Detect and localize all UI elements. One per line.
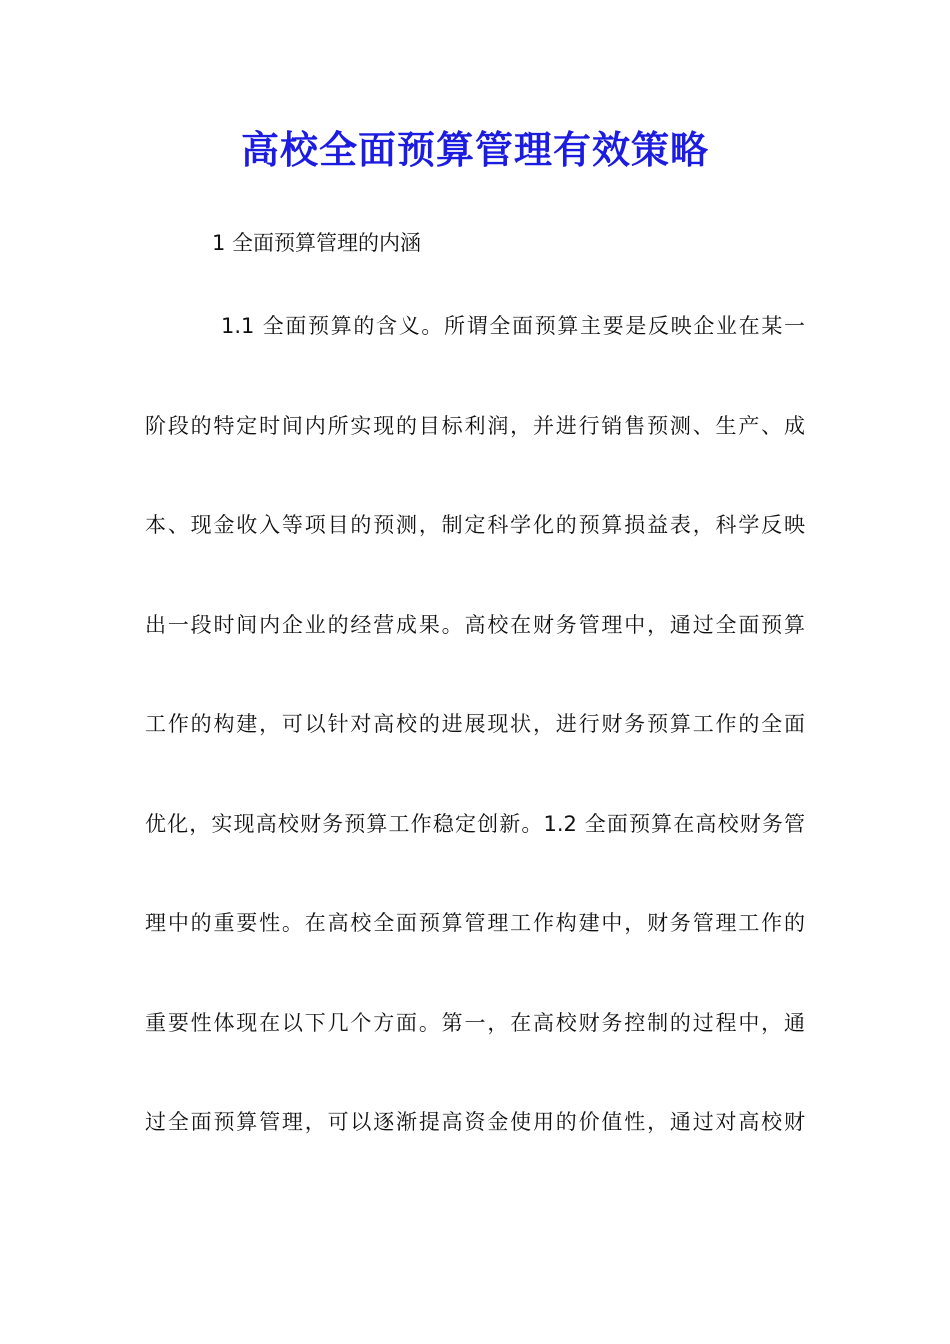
paragraph-line: 工作的构建，可以针对高校的进展现状，进行财务预算工作的全面	[145, 712, 805, 736]
paragraph-line: 本、现金收入等项目的预测，制定科学化的预算损益表，科学反映	[145, 513, 805, 537]
paragraph-line: 阶段的特定时间内所实现的目标利润，并进行销售预测、生产、成	[145, 413, 805, 438]
paragraph-line: 理中的重要性。在高校全面预算管理工作构建中，财务管理工作的	[145, 911, 805, 935]
document-title: 高校全面预算管理有效策略	[240, 127, 709, 172]
paragraph-line: 过全面预算管理，可以逐渐提高资金使用的价值性，通过对高校财	[145, 1110, 805, 1134]
paragraph-line: 重要性体现在以下几个方面。第一，在高校财务控制的过程中，通	[145, 1010, 805, 1035]
paragraph-line: 1.1 全面预算的含义。所谓全面预算主要是反映企业在某一	[221, 314, 805, 338]
section-heading: 1 全面预算管理的内涵	[212, 231, 422, 255]
paragraph-line: 优化，实现高校财务预算工作稳定创新。1.2 全面预算在高校财务管	[145, 811, 805, 836]
paragraph-line: 出一段时间内企业的经营成果。高校在财务管理中，通过全面预算	[145, 612, 805, 637]
body-paragraph	[145, 309, 805, 1205]
